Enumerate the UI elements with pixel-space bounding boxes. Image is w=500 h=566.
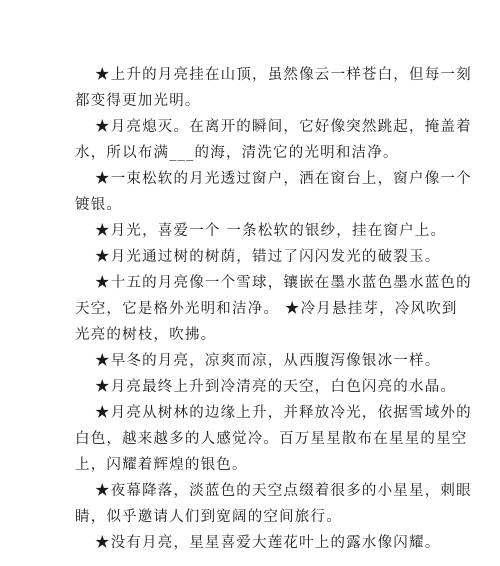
paragraph-early-winter-moon xyxy=(75,348,441,374)
text-line: 白色，越来越多的人感觉冷。百万星星散布在星星的星空 xyxy=(75,431,468,447)
text-line: ★月亮熄灭。在离开的瞬间，它好像突然跳起，掩盖着 xyxy=(95,119,472,135)
text-line: 镀银。 xyxy=(75,197,123,213)
text-line: 都变得更加光明。 xyxy=(75,93,201,109)
text-line: 光亮的树枝，吹拂。 xyxy=(75,327,217,343)
text-line: ★夜幕降落，淡蓝色的天空点缀着很多的小星星，刺眼 xyxy=(95,483,472,499)
text-line: ★月亮最终上升到冷清亮的天空，白色闪亮的水晶。 xyxy=(95,379,457,395)
paragraph-moonlight-window xyxy=(75,166,472,218)
paragraph-silver-gauze xyxy=(75,218,447,244)
paragraph-moon-over-forest xyxy=(75,400,472,478)
text-line: 水，所以布满___的海，清洗它的光明和洁净。 xyxy=(75,145,399,161)
text-line: 天空，它是格外光明和洁净。 ★冷月悬挂芽，冷风吹到 xyxy=(75,301,458,317)
paragraph-nightfall xyxy=(75,478,472,530)
text-line: 睛，似乎邀请人们到宽阔的空间旅行。 xyxy=(75,509,342,525)
paragraph-moon-out xyxy=(75,114,472,166)
paragraph-fifteenth-moon xyxy=(75,270,472,348)
paragraph-rising-moon xyxy=(75,62,472,114)
text-line: ★十五的月亮像一个雪球，镶嵌在墨水蓝色墨水蓝色的 xyxy=(95,275,472,291)
text-line: ★早冬的月亮，凉爽而凉，从西腹泻像银冰一样。 xyxy=(95,353,441,369)
paragraph-cold-sky xyxy=(75,374,457,400)
text-line: ★一束松软的月光透过窗户，洒在窗台上，窗户像一个 xyxy=(95,171,472,187)
text-line: 上，闪耀着辉煌的银色。 xyxy=(75,457,248,473)
paragraph-no-moon xyxy=(75,530,441,556)
text-line: ★月亮从树林的边缘上升，并释放冷光，依据雪域外的 xyxy=(95,405,472,421)
text-line: ★上升的月亮挂在山顶，虽然像云一样苍白，但每一刻 xyxy=(95,67,472,83)
text-line: ★月光，喜爱一个 一条松软的银纱，挂在窗户上。 xyxy=(95,223,447,239)
text-line: ★没有月亮，星星喜爱大莲花叶上的露水像闪耀。 xyxy=(95,535,441,551)
paragraph-tree-shade xyxy=(75,244,441,270)
text-line: ★月光通过树的树荫，错过了闪闪发光的破裂玉。 xyxy=(95,249,441,265)
